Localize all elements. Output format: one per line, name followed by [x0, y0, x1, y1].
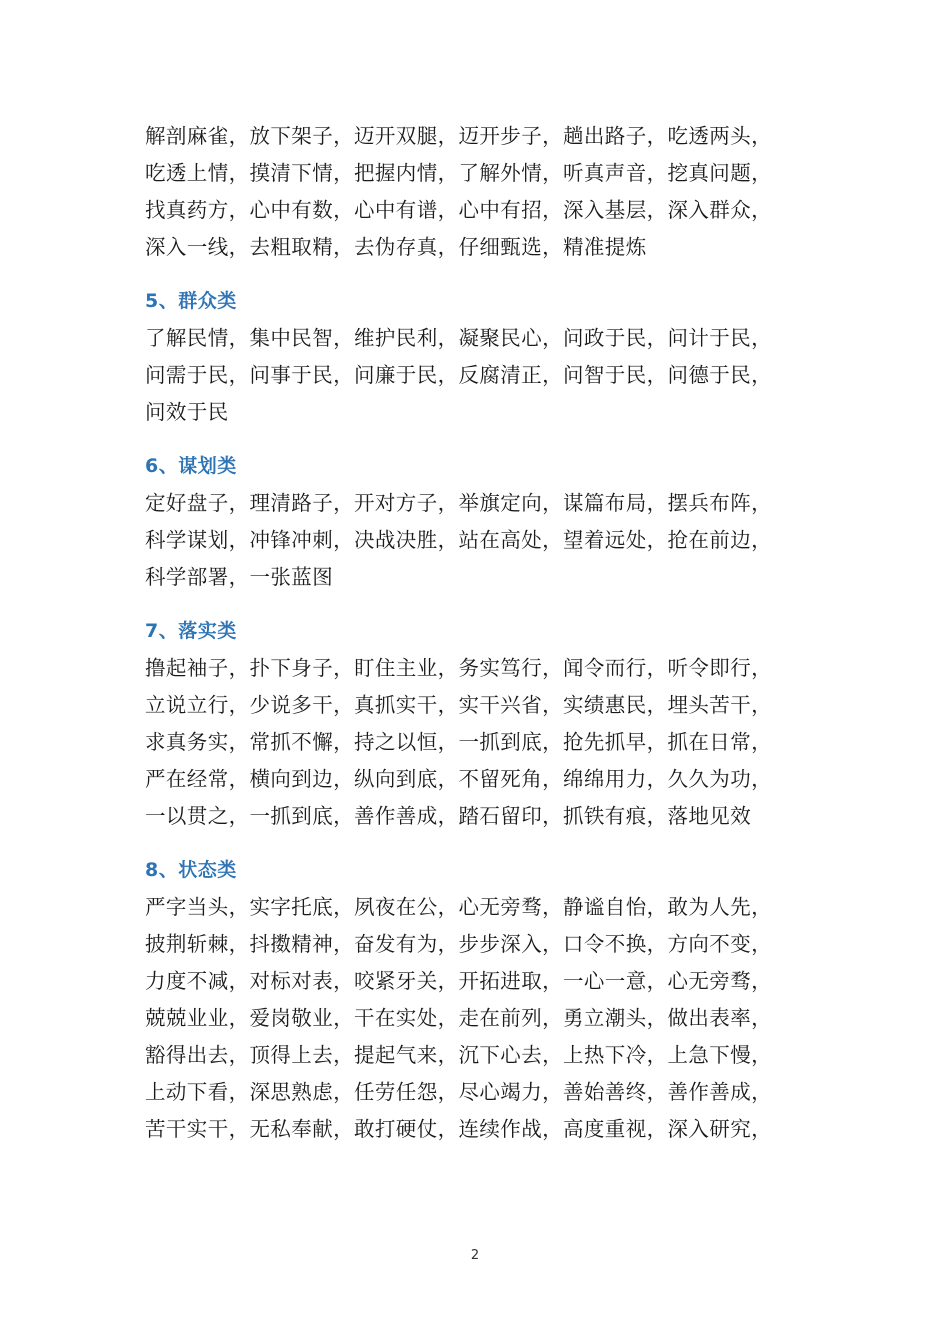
- section-planning: [145, 448, 810, 596]
- text-line: 找真药方，心中有数，心中有谱，心中有招，深入基层，深入群众，: [145, 198, 772, 222]
- section-gap: [145, 835, 810, 852]
- text-line: 了解民情，集中民智，维护民利，凝聚民心，问政于民，问计于民，: [145, 326, 772, 350]
- section-masses: [145, 283, 810, 431]
- page-number: 2: [470, 1248, 480, 1263]
- document-body: [145, 118, 810, 1148]
- section-implementation: [145, 613, 810, 835]
- text-line: 兢兢业业，爱岗敬业，干在实处，走在前列，勇立潮头，做出表率，: [145, 1006, 772, 1030]
- text-line: 力度不减，对标对表，咬紧牙关，开拓进取，一心一意，心无旁骛，: [145, 969, 772, 993]
- text-line: 苦干实干，无私奉献，敢打硬仗，连续作战，高度重视，深入研究，: [145, 1117, 772, 1141]
- text-line: 解剖麻雀，放下架子，迈开双腿，迈开步子，趟出路子，吃透两头，: [145, 124, 772, 148]
- text-line: 严字当头，实字托底，夙夜在公，心无旁骛，静谧自怡，敢为人先，: [145, 895, 772, 919]
- section-heading: 8、状态类: [145, 859, 237, 881]
- intro-paragraph: [145, 118, 810, 266]
- text-line: 科学谋划，冲锋冲刺，决战决胜，站在高处，望着远处，抢在前边，: [145, 528, 772, 552]
- text-line: 问需于民，问事于民，问廉于民，反腐清正，问智于民，问德于民，: [145, 363, 772, 387]
- section-heading: 7、落实类: [145, 620, 237, 642]
- text-line: 一以贯之，一抓到底，善作善成，踏石留印，抓铁有痕，落地见效: [145, 804, 752, 828]
- text-line: 吃透上情，摸清下情，把握内情，了解外情，听真声音，挖真问题，: [145, 161, 772, 185]
- section-gap: [145, 596, 810, 613]
- section-heading: 6、谋划类: [145, 455, 237, 477]
- text-line: 深入一线，去粗取精，去伪存真，仔细甄选，精准提炼: [145, 235, 647, 259]
- text-line: 严在经常，横向到边，纵向到底，不留死角，绵绵用力，久久为功，: [145, 767, 772, 791]
- text-line: 定好盘子，理清路子，开对方子，举旗定向，谋篇布局，摆兵布阵，: [145, 491, 772, 515]
- text-line: 撸起袖子，扑下身子，盯住主业，务实笃行，闻令而行，听令即行，: [145, 656, 772, 680]
- text-line: 问效于民: [145, 400, 229, 424]
- text-line: 豁得出去，顶得上去，提起气来，沉下心去，上热下冷，上急下慢，: [145, 1043, 772, 1067]
- section-gap: [145, 431, 810, 448]
- section-state: [145, 852, 810, 1148]
- text-line: 上动下看，深思熟虑，任劳任怨，尽心竭力，善始善终，善作善成，: [145, 1080, 772, 1104]
- section-heading: 5、群众类: [145, 290, 237, 312]
- section-gap: [145, 266, 810, 283]
- text-line: 立说立行，少说多干，真抓实干，实干兴省，实绩惠民，埋头苦干，: [145, 693, 772, 717]
- text-line: 科学部署，一张蓝图: [145, 565, 334, 589]
- text-line: 求真务实，常抓不懈，持之以恒，一抓到底，抢先抓早，抓在日常，: [145, 730, 772, 754]
- text-line: 披荆斩棘，抖擞精神，奋发有为，步步深入，口令不换，方向不变，: [145, 932, 772, 956]
